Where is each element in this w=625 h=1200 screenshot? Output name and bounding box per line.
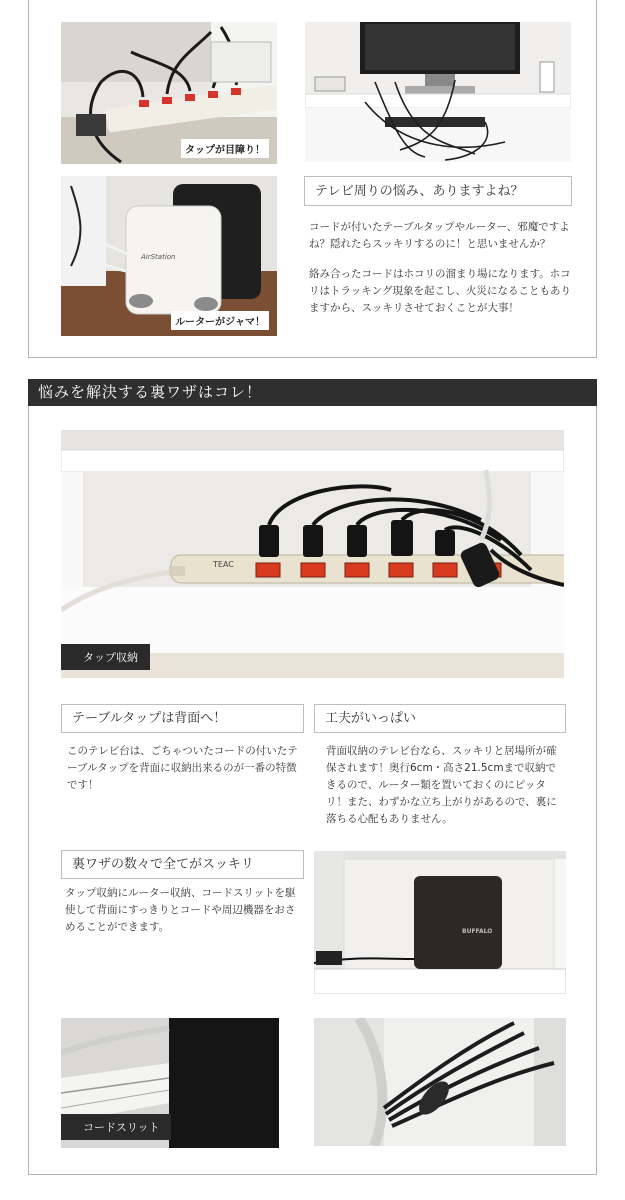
features-body: 背面収納のテレビ台なら、スッキリと居場所が確保されます！奥行6cm・高さ21.5cmまで収納できるので、ルーター類を置いておくのにピッタリ！また、わずかな立ち上がりがあるので、裏に落ちる心配もありません。 (326, 745, 557, 825)
router-caption: ルーターがジャマ！ (171, 311, 269, 330)
features-title: 工夫がいっぱい (314, 704, 566, 733)
router-storage-photo (314, 851, 566, 994)
router-storage-brand: BUFFALO (462, 928, 493, 935)
cord-slit-photo (61, 1018, 279, 1148)
tricks-title: 裏ワザの数々で全てがスッキリ (61, 850, 304, 879)
cord-slit-caption: コードスリット (61, 1114, 171, 1140)
problem-title: テレビ周りの悩み、ありますよね？ (304, 176, 572, 206)
cable-bundle-photo (314, 1018, 566, 1146)
problem-paragraph-2: 絡み合ったコードはホコリの溜まり場になります。ホコリはトラッキング現象を起こし、火災になることもありますから、スッキリさせておくことが大事！ (309, 268, 571, 314)
tap-storage-caption: タップ収納 (61, 644, 150, 670)
router-brand-label: AirStation (141, 253, 176, 261)
tap-back-body: このテレビ台は、ごちゃついたコードの付いたテーブルタップを背面に収納出来るのが一番の特徴です！ (67, 745, 298, 791)
tap-back-title: テーブルタップは背面へ！ (61, 704, 304, 733)
tap-storage-photo (61, 430, 564, 678)
power-strip-caption: タップが目障り！ (181, 139, 269, 158)
problem-paragraph-1: コードが付いたテーブルタップやルーター、邪魔ですよね？隠れたらスッキリするのに！と思いませんか？ (309, 221, 570, 250)
solution-heading: 悩みを解決する裏ワザはコレ！ (28, 379, 597, 406)
strip-brand-label: TEAC (213, 560, 234, 569)
power-strip-photo (61, 22, 277, 164)
problem-body (309, 219, 573, 330)
router-photo (61, 176, 277, 336)
tricks-body: タップ収納にルーター収納、コードスリットを駆使して背面にすっきりとコードや周辺機器をおさめることができます。 (65, 887, 296, 933)
tv-cables-photo (305, 22, 571, 162)
